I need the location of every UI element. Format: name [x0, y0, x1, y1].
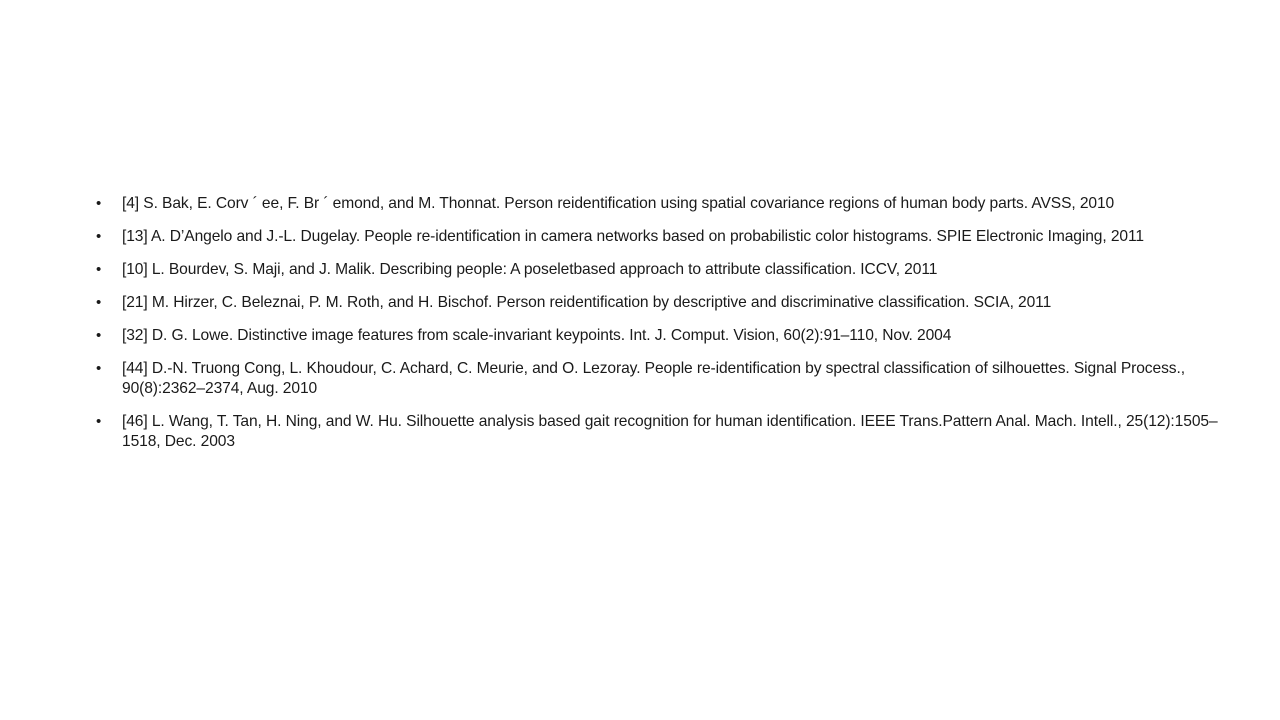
bullet-icon: • — [96, 360, 102, 377]
reference-text: [21] M. Hirzer, C. Beleznai, P. M. Roth, and H. Bischof. Person reidentification by descriptive and discriminative classification. SCIA, 2011 — [122, 294, 1052, 311]
reference-text: [32] D. G. Lowe. Distinctive image features from scale-invariant keypoints. Int. J. Comput. Vision, 60(2):91–110, Nov. 2004 — [122, 327, 952, 344]
reference-item — [96, 293, 1236, 313]
reference-item — [96, 227, 1236, 247]
bullet-icon: • — [96, 294, 102, 311]
reference-text: [4] S. Bak, E. Corv ´ ee, F. Br ´ emond, and M. Thonnat. Person reidentification using spatial covariance regions of human body parts. AVSS, 2010 — [122, 195, 1115, 212]
reference-text: [13] A. D’Angelo and J.-L. Dugelay. People re-identification in camera networks based on probabilistic color histograms. SPIE Electronic Imaging, 2011 — [122, 228, 1144, 245]
reference-item — [96, 260, 1236, 280]
reference-text: [46] L. Wang, T. Tan, H. Ning, and W. Hu. Silhouette analysis based gait recognition for human identification. IEEE Trans.Pattern Anal. Mach. Intell., 25(12):1505–1518, Dec. 2003 — [122, 413, 1218, 450]
reference-item — [96, 359, 1236, 399]
bullet-icon: • — [96, 413, 102, 430]
reference-text: [10] L. Bourdev, S. Maji, and J. Malik. Describing people: A poseletbased approach to attribute classification. ICCV, 2011 — [122, 261, 938, 278]
bullet-icon: • — [96, 261, 102, 278]
bullet-icon: • — [96, 228, 102, 245]
bullet-icon: • — [96, 195, 102, 212]
reference-item — [96, 412, 1236, 452]
reference-text: [44] D.-N. Truong Cong, L. Khoudour, C. Achard, C. Meurie, and O. Lezoray. People re-identification by spectral classification of silhouettes. Signal Process., 90(8):2362–2374, Aug. 2010 — [122, 360, 1185, 397]
bullet-icon: • — [96, 327, 102, 344]
reference-item — [96, 194, 1236, 214]
reference-list — [96, 194, 1236, 465]
reference-item — [96, 326, 1236, 346]
